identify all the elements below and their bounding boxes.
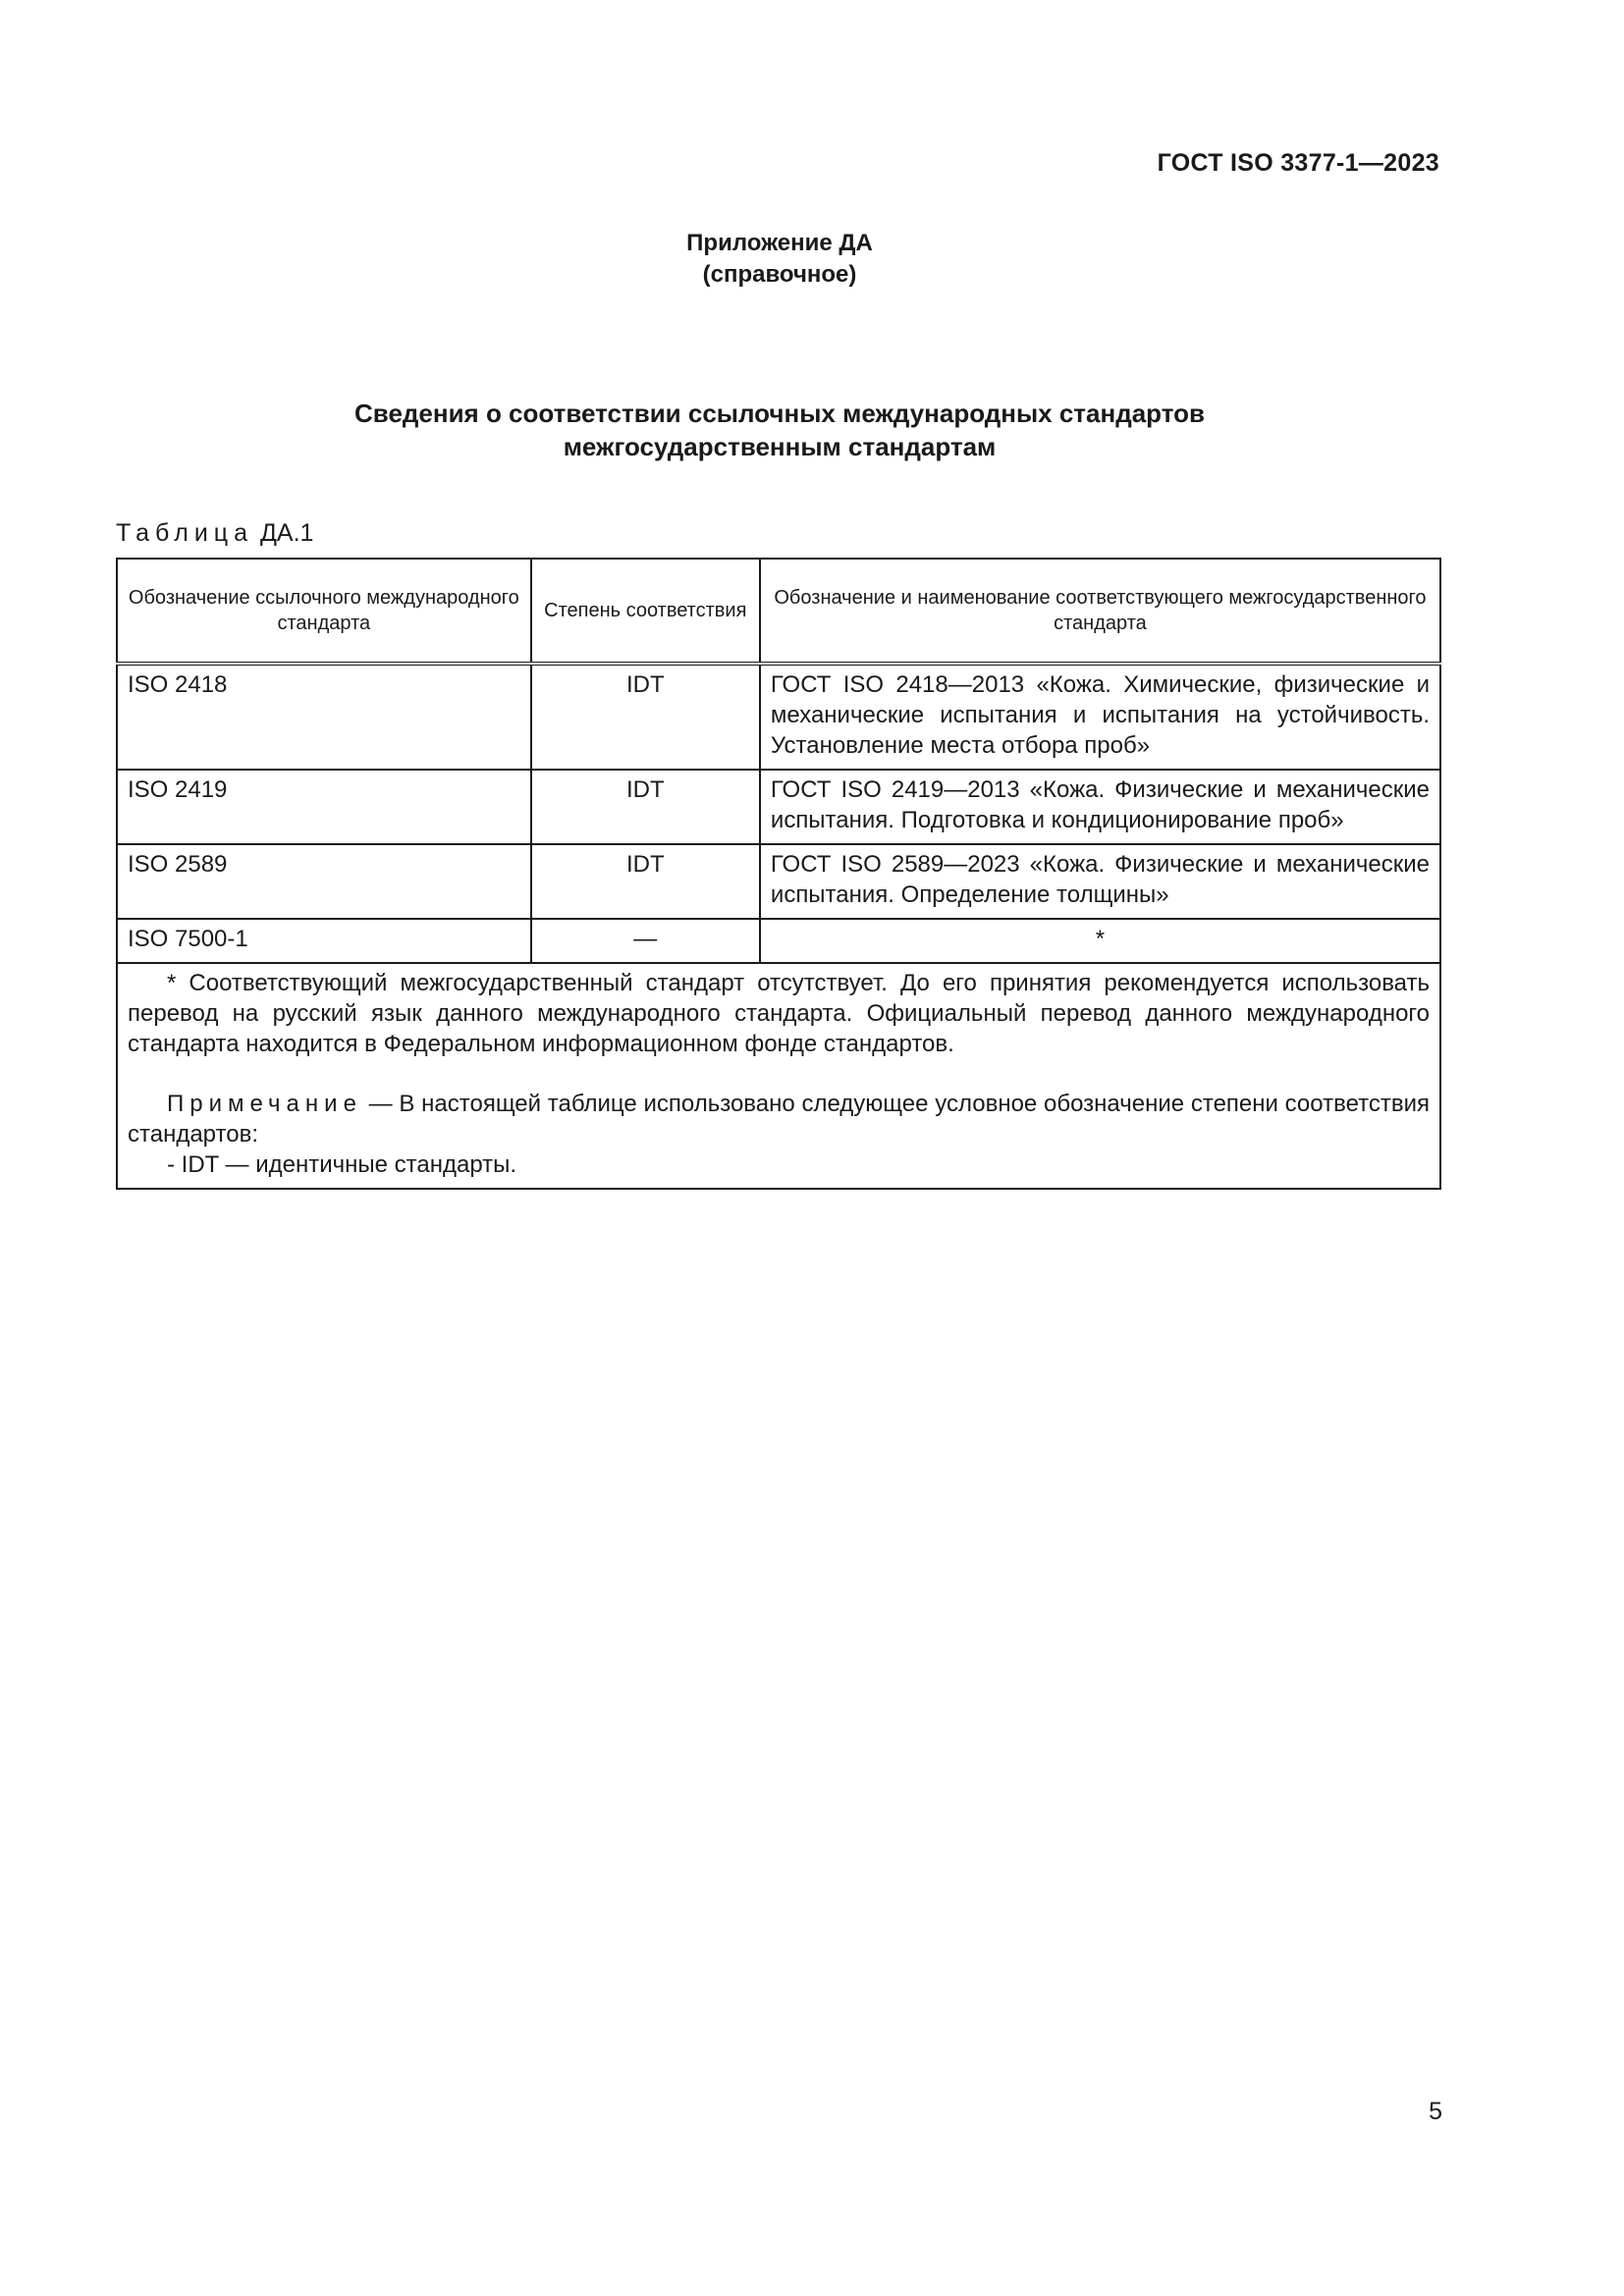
cell-interstate-standard: * — [760, 919, 1440, 963]
cell-international-standard: ISO 7500-1 — [117, 919, 531, 963]
cell-interstate-standard: ГОСТ ISO 2418—2013 «Кожа. Химические, физические и механические испытания и испытания на устойчивость. Установление места отбора проб» — [760, 664, 1440, 770]
note-paragraph — [128, 1089, 1430, 1149]
footnote-text: * Соответствующий межгосударственный стандарт отсутствует. До его принятия рекомендуется использовать перевод на русский язык данного международного стандарта. Официальный перевод данного международного стандарта находится в Федеральном информационном фонде стандартов. — [128, 970, 1430, 1057]
cell-degree: IDT — [531, 844, 760, 919]
cell-international-standard: ISO 2418 — [117, 664, 531, 770]
column-header-degree: Степень соответствия — [531, 559, 760, 664]
document-code: ГОСТ ISO 3377-1—2023 — [1157, 149, 1439, 177]
note-text: — В настоящей таблице использовано следующее условное обозначение степени соответствия стандартов: — [128, 1091, 1430, 1148]
table-header-row — [117, 559, 1440, 664]
column-header-international: Обозначение ссылочного международного стандарта — [117, 559, 531, 664]
table-row — [117, 919, 1440, 963]
section-title-line1: Сведения о соответствии ссылочных международных стандартов — [354, 399, 1205, 428]
correspondence-table — [116, 558, 1441, 1190]
table-row — [117, 770, 1440, 844]
table-notes — [117, 963, 1440, 1189]
appendix-heading — [0, 228, 1559, 291]
column-header-interstate: Обозначение и наименование соответствующего межгосударственного стандарта — [760, 559, 1440, 664]
appendix-title: Приложение ДА — [686, 230, 873, 256]
cell-degree: — — [531, 919, 760, 963]
cell-degree: IDT — [531, 770, 760, 844]
note-item: - IDT — идентичные стандарты. — [167, 1151, 517, 1178]
table-caption-prefix: Таблица — [116, 519, 254, 547]
note-label: Примечание — [167, 1091, 362, 1117]
section-title — [0, 397, 1559, 463]
cell-interstate-standard: ГОСТ ISO 2589—2023 «Кожа. Физические и механические испытания. Определение толщины» — [760, 844, 1440, 919]
cell-international-standard: ISO 2589 — [117, 844, 531, 919]
cell-international-standard: ISO 2419 — [117, 770, 531, 844]
page-number: 5 — [1429, 2098, 1442, 2125]
table-caption — [116, 518, 313, 548]
table-row — [117, 844, 1440, 919]
cell-interstate-standard: ГОСТ ISO 2419—2013 «Кожа. Физические и механические испытания. Подготовка и кондиционирование проб» — [760, 770, 1440, 844]
cell-degree: IDT — [531, 664, 760, 770]
appendix-subtitle: (справочное) — [702, 261, 857, 288]
table-caption-number: ДА.1 — [259, 519, 314, 547]
table-row — [117, 664, 1440, 770]
table-footer-row — [117, 963, 1440, 1189]
section-title-line2: межгосударственным стандартам — [563, 432, 997, 461]
